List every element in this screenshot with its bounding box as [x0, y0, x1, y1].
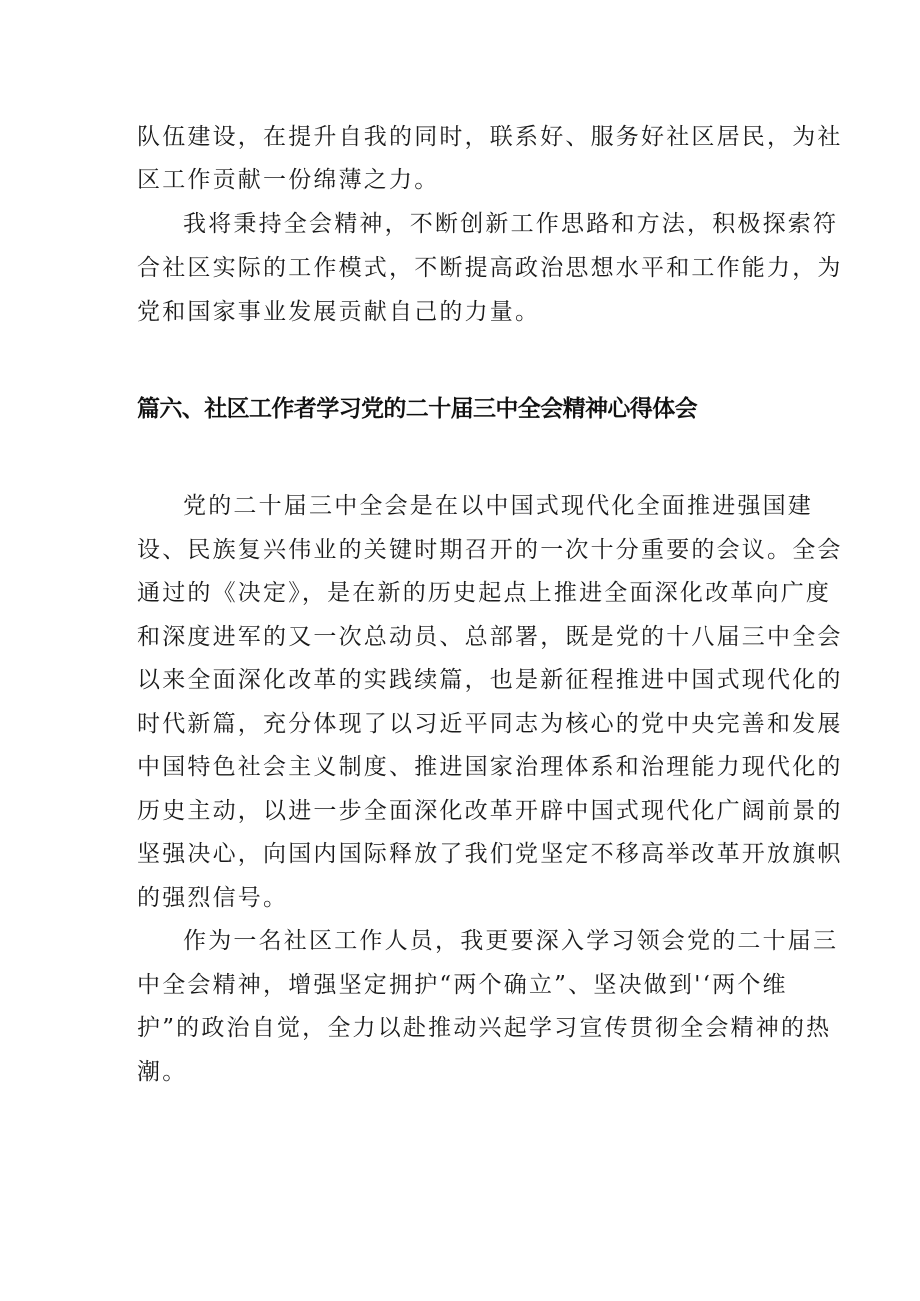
paragraph2-line-4: 潮。	[137, 1059, 188, 1085]
paragraph1-line-2: 设、民族复兴伟业的关键时期召开的一次十分重要的会议。全会	[137, 537, 843, 563]
paragraph1-line-3: 通过的《决定》，是在新的历史起点上推进全面深化改革向广度	[137, 580, 832, 606]
closing-line-1: 我将秉持全会精神，不断创新工作思路和方法，积极探索符	[183, 211, 839, 237]
paragraph1-line-9: 坚强决心，向国内国际释放了我们党坚定不移高举改革开放旗帜	[137, 841, 843, 867]
section-heading: 篇六、社区工作者学习党的二十届三中全会精神心得体会	[137, 396, 698, 422]
paragraph1-line-7: 中国特色社会主义制度、推进国家治理体系和治理能力现代化的	[137, 754, 843, 780]
paragraph1-line-4: 和深度进军的又一次总动员、总部署，既是党的十八届三中全会	[137, 624, 843, 650]
paragraph1-line-6: 时代新篇，充分体现了以习近平同志为核心的党中央完善和发展	[137, 711, 843, 737]
paragraph1-line-8: 历史主动，以进一步全面深化改革开辟中国式现代化广阔前景的	[137, 798, 843, 824]
paragraph2-line-3: 护”的政治自觉，全力以赴推动兴起学习宣传贯彻全会精神的热	[137, 1015, 832, 1041]
closing-line-2: 合社区实际的工作模式，不断提高政治思想水平和工作能力，为	[137, 255, 843, 281]
closing-line-3: 党和国家事业发展贡献自己的力量。	[137, 299, 541, 325]
paragraph1-line-10: 的强烈信号。	[137, 885, 289, 911]
intro-line-2: 区工作贡献一份绵薄之力。	[137, 167, 440, 193]
intro-line-1: 队伍建设，在提升自我的同时，联系好、服务好社区居民，为社	[137, 124, 843, 150]
paragraph1-line-1: 党的二十届三中全会是在以中国式现代化全面推进强国建	[183, 493, 813, 519]
paragraph2-line-1: 作为一名社区工作人员，我更要深入学习领会党的二十届三	[183, 928, 839, 954]
paragraph1-line-5: 以来全面深化改革的实践续篇，也是新征程推进中国式现代化的	[137, 667, 843, 693]
paragraph2-line-2: 中全会精神，增强坚定拥护“两个确立”、坚决做到'‘两个维	[137, 972, 788, 998]
